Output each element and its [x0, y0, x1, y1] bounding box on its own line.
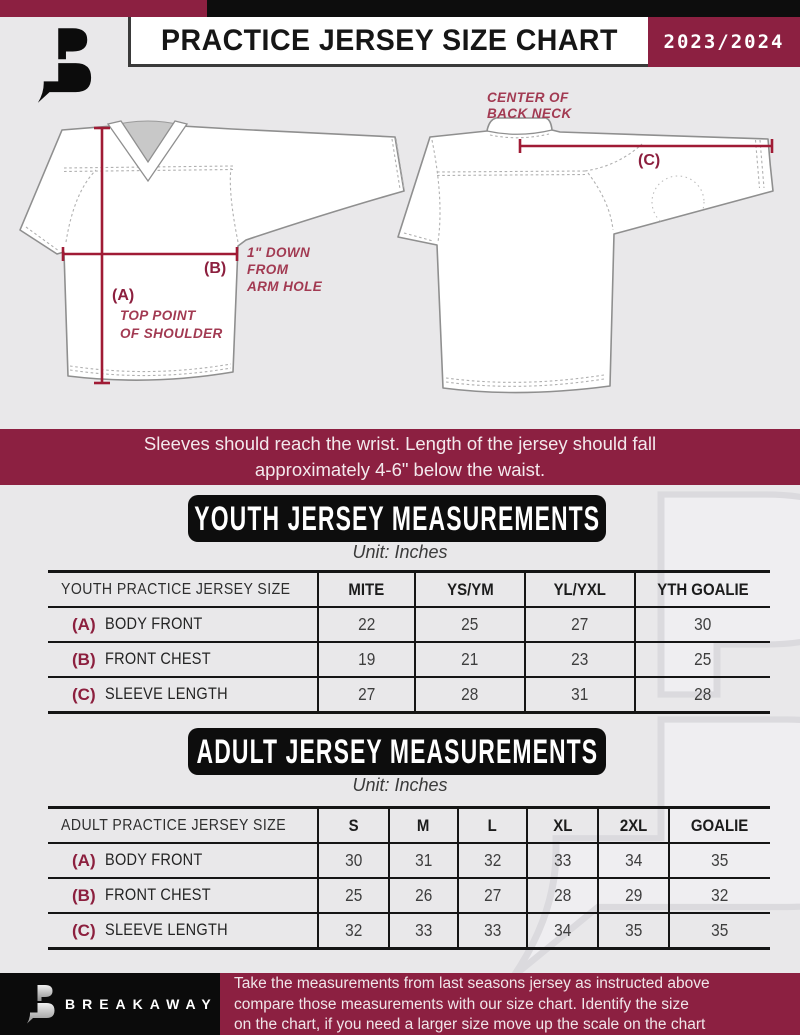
youth-size-table — [48, 570, 770, 714]
youth-size-mite: MITE — [317, 573, 414, 606]
adult-col-header: ADULT PRACTICE JERSEY SIZE — [61, 816, 287, 834]
youth-row-front-chest: (B) FRONT CHEST 19 21 23 25 — [48, 643, 770, 678]
adult-size-l: L — [457, 809, 526, 842]
front-jersey-drawing — [20, 121, 404, 380]
fit-notice-line1: Sleeves should reach the wrist. Length of the jersey should fall — [143, 433, 657, 454]
footer-brand-name: BREAKAWAY — [65, 996, 218, 1012]
footer-instructions-panel — [220, 973, 800, 1035]
footer-instruction-line2: compare those measurements with our size chart. Identify the size — [234, 995, 689, 1013]
top-strip-black — [207, 0, 800, 17]
note-b-line3: ARM HOLE — [247, 279, 323, 294]
label-a: (A) — [112, 287, 135, 304]
page-title-box — [128, 17, 648, 67]
youth-col-header: YOUTH PRACTICE JERSEY SIZE — [61, 580, 291, 598]
fit-notice-line2: approximately 4-6" below the waist. — [254, 459, 546, 480]
adult-section-title: ADULT JERSEY MEASUREMENTS — [196, 731, 598, 771]
adult-row-sleeve-length: (C) SLEEVE LENGTH 32 33 33 34 35 35 — [48, 914, 770, 947]
adult-unit-label: Unit: Inches — [352, 775, 448, 795]
season-box — [648, 17, 800, 67]
adult-size-2xl: 2XL — [597, 809, 668, 842]
footer-brand-panel — [0, 973, 220, 1035]
youth-size-goalie: YTH GOALIE — [634, 573, 770, 606]
footer-instruction-line1: Take the measurements from last seasons jersey as instructed above — [234, 975, 710, 992]
youth-size-ylyxl: YL/YXL — [524, 573, 634, 606]
youth-unit-label: Unit: Inches — [352, 542, 448, 562]
adult-row-front-chest: (B) FRONT CHEST 25 26 27 28 29 32 — [48, 879, 770, 914]
youth-table-header-row — [48, 573, 770, 608]
adult-size-s: S — [317, 809, 388, 842]
note-b-line2: FROM — [247, 262, 289, 277]
youth-row-sleeve-length: (C) SLEEVE LENGTH 27 28 31 28 — [48, 678, 770, 711]
adult-size-m: M — [388, 809, 457, 842]
youth-section-title: YOUTH JERSEY MEASUREMENTS — [194, 498, 600, 538]
footer-instruction-line3: on the chart, if you need a larger size move up the scale on the chart — [234, 1016, 706, 1033]
note-a-line1: TOP POINT — [120, 308, 196, 323]
note-b-line1: 1" DOWN — [247, 245, 311, 260]
adult-row-body-front: (A) BODY FRONT 30 31 32 33 34 35 — [48, 844, 770, 879]
youth-size-ysym: YS/YM — [414, 573, 524, 606]
back-jersey-drawing — [398, 118, 773, 393]
page-title: PRACTICE JERSEY SIZE CHART — [161, 23, 618, 57]
adult-section-banner — [188, 728, 606, 775]
adult-table-header-row — [48, 809, 770, 844]
youth-section-banner — [188, 495, 606, 542]
jersey-measurement-diagram — [0, 80, 800, 425]
label-b: (B) — [204, 260, 227, 277]
top-strip-maroon — [0, 0, 207, 17]
youth-row-body-front: (A) BODY FRONT 22 25 27 30 — [48, 608, 770, 643]
adult-size-goalie: GOALIE — [668, 809, 770, 842]
fit-notice-banner — [0, 429, 800, 485]
note-c-line1: CENTER OF — [487, 90, 569, 105]
footer-breakaway-b-logo — [26, 983, 56, 1025]
note-a-line2: OF SHOULDER — [120, 326, 223, 341]
season-label: 2023/2024 — [663, 31, 785, 53]
adult-size-table — [48, 806, 770, 950]
adult-size-xl: XL — [526, 809, 597, 842]
note-c-line2: BACK NECK — [487, 106, 572, 121]
label-c: (C) — [638, 152, 661, 169]
